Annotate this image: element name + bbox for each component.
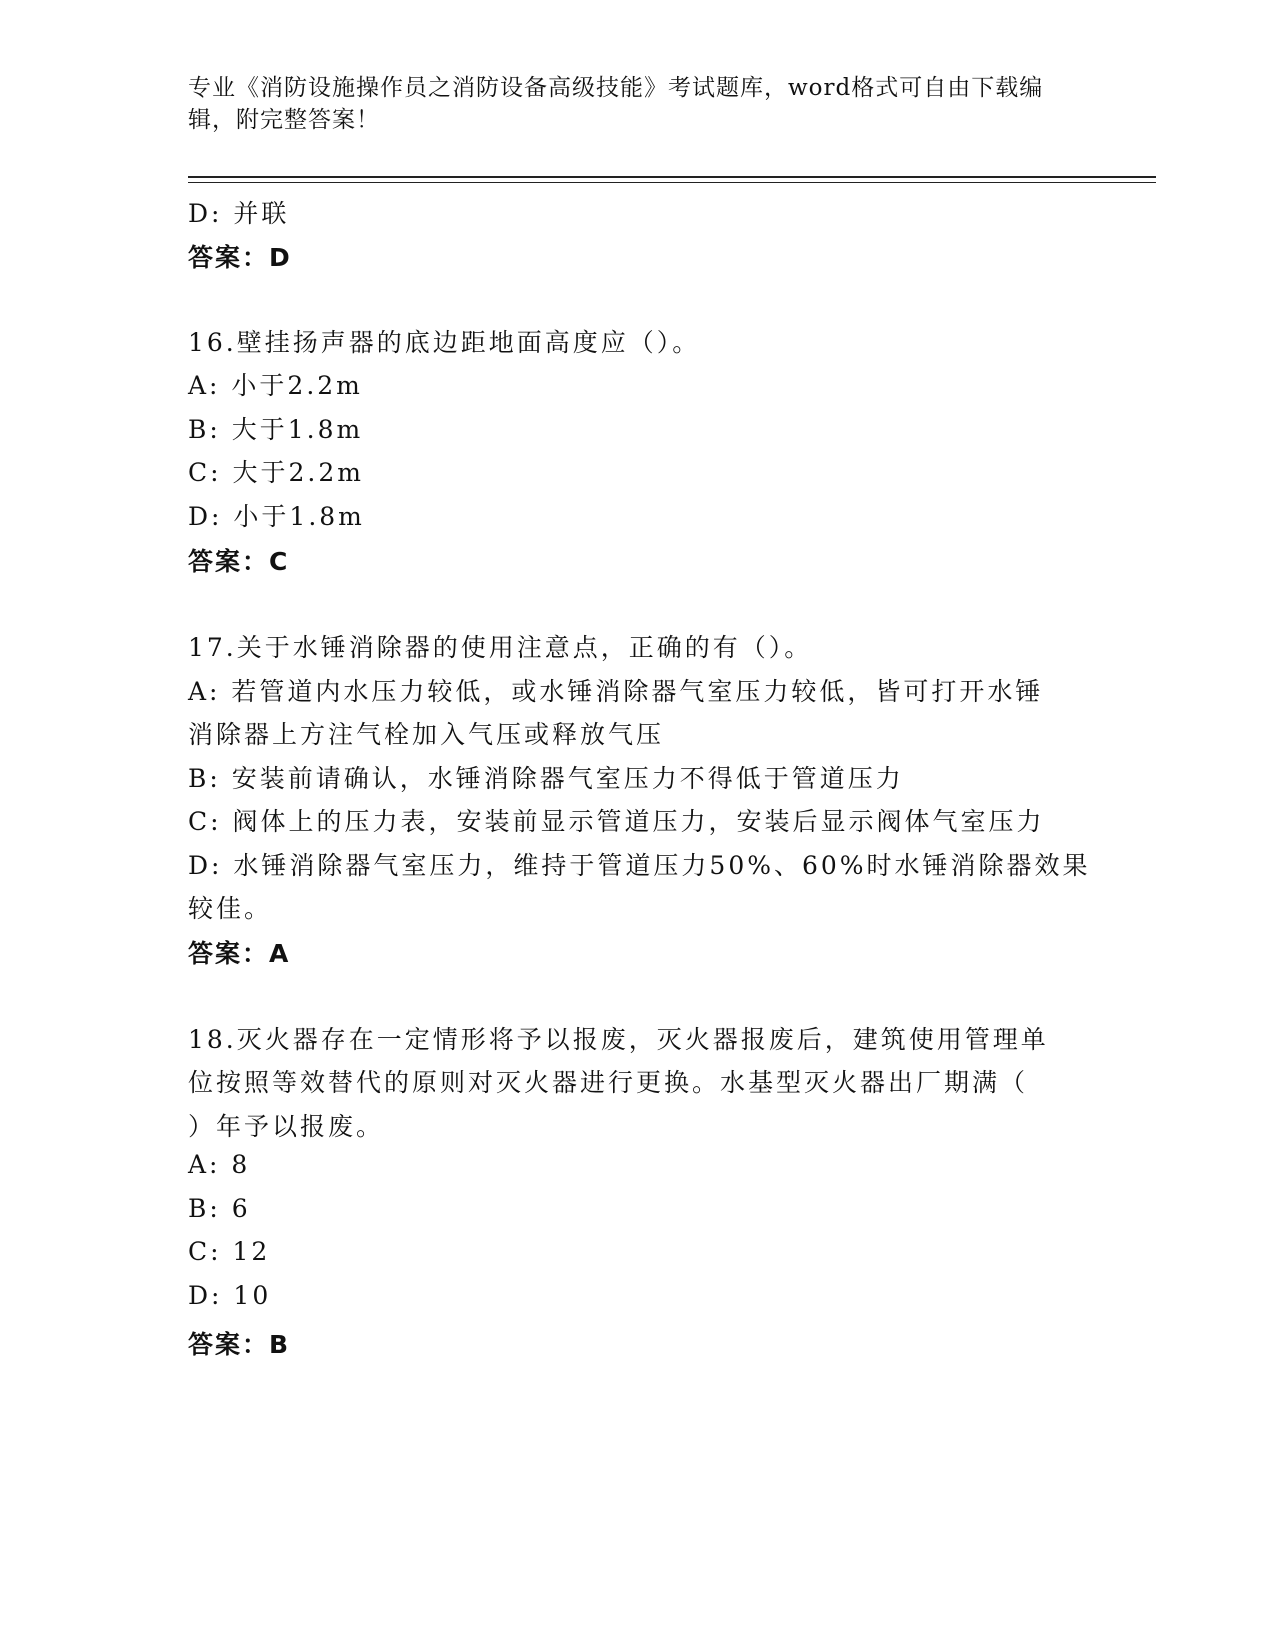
header-line-2: 辑，附完整答案！ [188,107,380,133]
q16-stem: 16.壁挂扬声器的底边距地面高度应（）。 [188,328,701,357]
q17-option-c: C: 阀体上的压力表，安装前显示管道压力，安装后显示阀体气室压力 [188,807,1045,836]
q16-option-a: A: 小于2.2m [188,371,363,400]
q17-stem: 17.关于水锤消除器的使用注意点，正确的有（）。 [188,633,813,662]
q18-answer: 答案：B [188,1330,291,1359]
q17-option-d-line2: 较佳。 [188,894,273,923]
q17-option-a-line2: 消除器上方注气栓加入气压或释放气压 [188,720,665,749]
q17-answer: 答案：A [188,939,291,968]
q16-answer: 答案：C [188,547,290,576]
q17-option-b: B: 安装前请确认，水锤消除器气室压力不得低于管道压力 [188,764,904,793]
q18-stem-line3: ）年予以报废。 [188,1112,385,1141]
q18-option-c: C: 12 [188,1237,271,1266]
q16-option-c: C: 大于2.2m [188,458,364,487]
header-line-1: 专业《消防设施操作员之消防设备高级技能》考试题库，word格式可自由下载编 [188,75,1044,101]
document-header [188,72,1068,136]
q18-stem-line2: 位按照等效替代的原则对灭火器进行更换。水基型灭火器出厂期满（ [188,1068,1029,1097]
q16-option-b: B: 大于1.8m [188,415,364,444]
q18-stem-line1: 18.灭火器存在一定情形将予以报废，灭火器报废后，建筑使用管理单 [188,1025,1049,1054]
prev-option-d: D: 并联 [188,199,290,228]
q17-option-a-line1: A: 若管道内水压力较低，或水锤消除器气室压力较低，皆可打开水锤 [188,677,1044,706]
header-divider-thick [188,176,1156,178]
q17-option-d-line1: D: 水锤消除器气室压力，维持于管道压力50%、60%时水锤消除器效果 [188,851,1091,880]
header-divider-thin [188,182,1156,183]
q18-option-d: D: 10 [188,1281,272,1310]
q16-option-d: D: 小于1.8m [188,502,365,531]
q18-option-b: B: 6 [188,1194,251,1223]
q18-option-a: A: 8 [188,1150,251,1179]
prev-answer: 答案：D [188,243,292,272]
